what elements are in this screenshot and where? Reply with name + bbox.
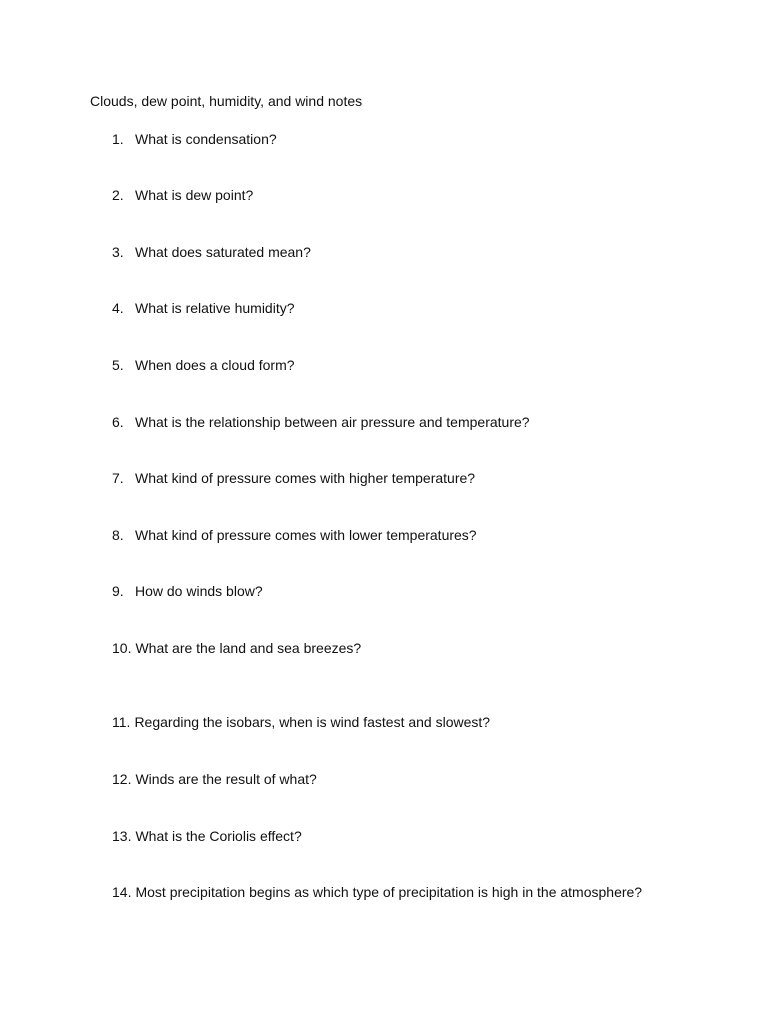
question-text: How do winds blow? (135, 583, 263, 599)
question-item (112, 243, 311, 261)
question-number: 4. (112, 300, 124, 316)
question-number: 10. (112, 640, 132, 656)
question-item (112, 526, 477, 544)
question-item (112, 713, 490, 731)
question-number: 3. (112, 244, 124, 260)
question-text: When does a cloud form? (135, 357, 295, 373)
question-item (112, 469, 475, 487)
question-item (112, 299, 295, 317)
question-number: 1. (112, 131, 124, 147)
question-text: What is relative humidity? (135, 300, 295, 316)
question-text: What is the Coriolis effect? (135, 828, 302, 844)
question-text: What does saturated mean? (135, 244, 311, 260)
question-text: What kind of pressure comes with lower temperatures? (135, 527, 477, 543)
question-number: 9. (112, 583, 124, 599)
question-number: 11. (112, 714, 131, 730)
question-text: Winds are the result of what? (135, 771, 317, 787)
question-text: Most precipitation begins as which type of precipitation is high in the atmosphere? (135, 884, 643, 900)
question-item (112, 582, 263, 600)
question-text: What is the relationship between air pressure and temperature? (135, 414, 530, 430)
question-item (112, 639, 361, 657)
question-text: What kind of pressure comes with higher temperature? (135, 470, 476, 486)
question-item (112, 827, 302, 845)
question-number: 6. (112, 414, 124, 430)
question-item (112, 413, 530, 431)
question-number: 14. (112, 884, 132, 900)
question-item (112, 770, 317, 788)
page-title: Clouds, dew point, humidity, and wind notes (90, 93, 363, 109)
question-text: What is condensation? (135, 131, 277, 147)
question-number: 8. (112, 527, 124, 543)
question-item (112, 356, 295, 374)
question-text: Regarding the isobars, when is wind fastest and slowest? (134, 714, 491, 730)
question-item (112, 130, 277, 148)
question-number: 7. (112, 470, 124, 486)
question-text: What are the land and sea breezes? (135, 640, 362, 656)
question-text: What is dew point? (135, 187, 254, 203)
question-item (112, 883, 642, 901)
question-number: 2. (112, 187, 124, 203)
question-number: 5. (112, 357, 124, 373)
question-number: 12. (112, 771, 132, 787)
question-item (112, 186, 253, 204)
question-number: 13. (112, 828, 132, 844)
